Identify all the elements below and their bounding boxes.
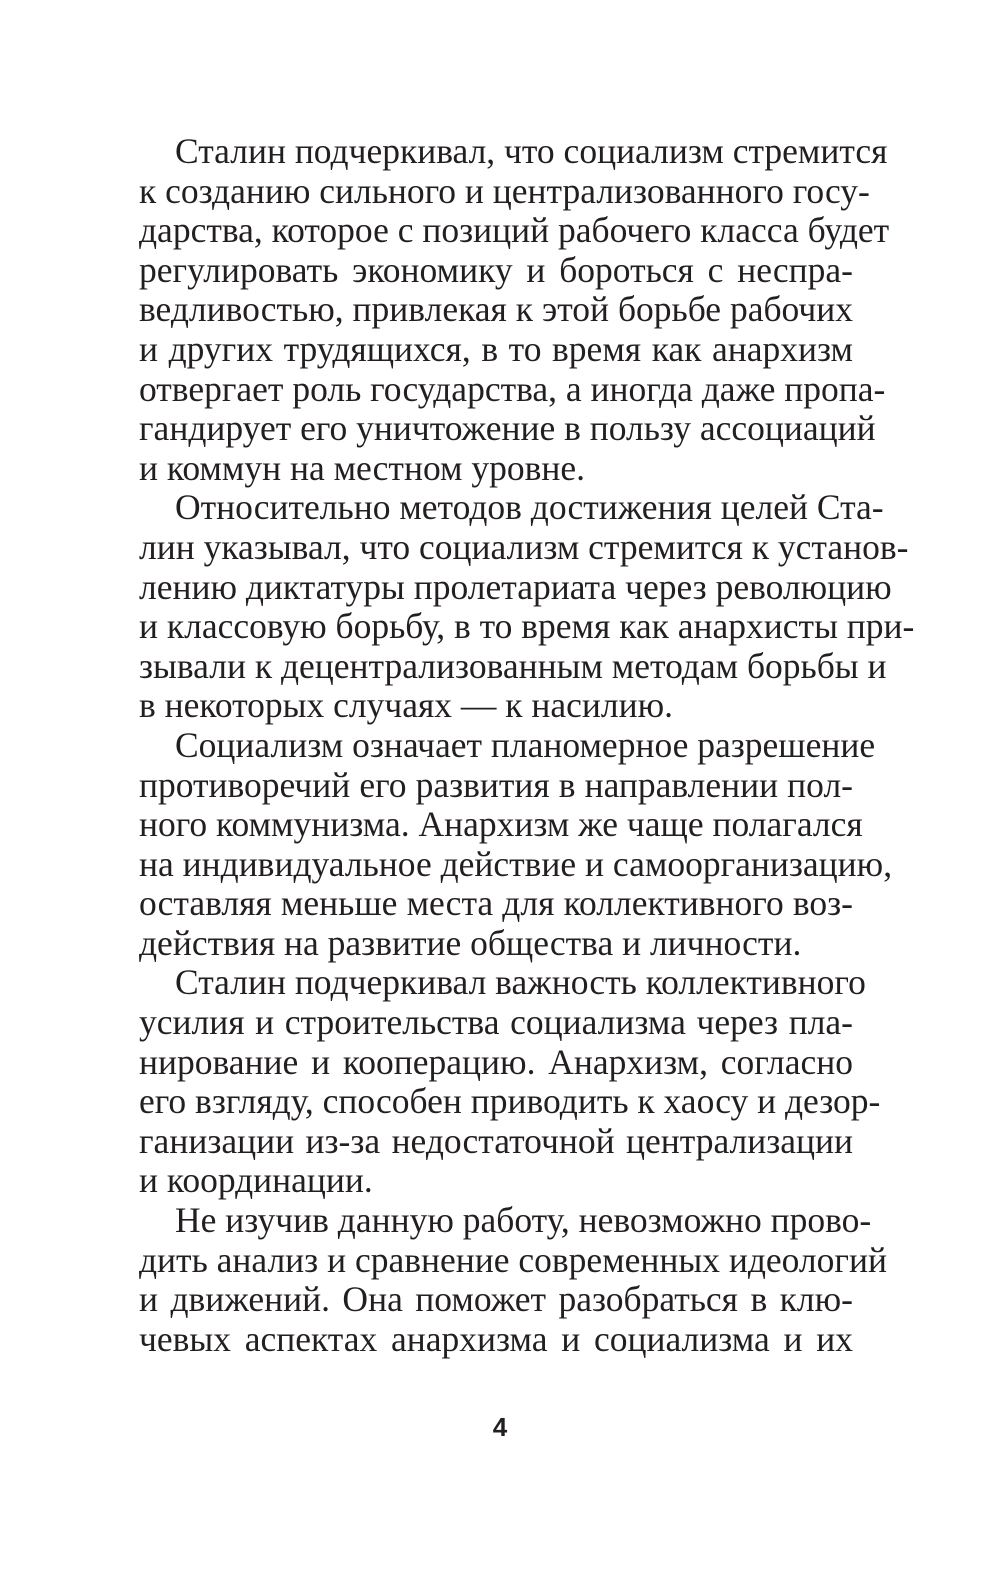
text-line: действия на развитие общества и личности. bbox=[139, 922, 802, 963]
text-line: ного коммунизма. Анархизм же чаще полагался bbox=[139, 804, 863, 845]
text-line: в некоторых случаях — к насилию. bbox=[139, 685, 674, 726]
text-line: усилия и строительства социализма через пла- bbox=[139, 1002, 853, 1043]
text-line: оставляя меньше места для коллективного воз- bbox=[139, 883, 853, 924]
text-line: зывали к децентрализованным методам борьбы и bbox=[139, 645, 887, 686]
text-line: ганизации из-за недостаточной централизации bbox=[139, 1120, 853, 1161]
text-line: нирование и кооперацию. Анархизм, согласно bbox=[139, 1041, 853, 1082]
text-line: и движений. Она поможет разобраться в клю- bbox=[139, 1279, 853, 1320]
page-number: 4 bbox=[492, 1412, 508, 1442]
text-line: лин указывал, что социализм стремится к установ- bbox=[139, 526, 909, 567]
paragraph bbox=[139, 487, 915, 726]
paragraph bbox=[139, 131, 890, 488]
paragraph bbox=[139, 962, 881, 1201]
text-line: лению диктатуры пролетариата через революцию bbox=[139, 566, 892, 607]
text-line: к созданию сильного и централизованного госу- bbox=[139, 170, 870, 211]
paragraph bbox=[139, 1200, 887, 1359]
text-line: ведливостью, привлекая к этой борьбе рабочих bbox=[139, 289, 853, 330]
paragraph bbox=[139, 724, 893, 964]
text-line: дить анализ и сравнение современных идеологий bbox=[139, 1239, 887, 1280]
text-line: Относительно методов достижения целей Ста- bbox=[175, 487, 884, 528]
text-line: на индивидуальное действие и самоорганизацию, bbox=[139, 843, 893, 884]
text-line: и классовую борьбу, в то время как анархисты при- bbox=[139, 606, 915, 647]
text-line: Сталин подчеркивал важность коллективного bbox=[175, 962, 866, 1003]
text-line: и коммун на местном уровне. bbox=[139, 447, 586, 488]
text-line: Сталин подчеркивал, что социализм стремится bbox=[175, 131, 888, 171]
text-line: регулировать экономику и бороться с неспра- bbox=[139, 249, 853, 290]
text-line: дарства, которое с позиций рабочего класса будет bbox=[139, 210, 890, 251]
text-line: противоречий его развития в направлении пол- bbox=[139, 764, 853, 805]
text-line: Социализм означает планомерное разрешение bbox=[175, 724, 876, 765]
text-line: чевых аспектах анархизма и социализма и их bbox=[139, 1318, 853, 1359]
text-line: гандирует его уничтожение в пользу ассоциаций bbox=[139, 408, 876, 449]
text-line: отвергает роль государства, а иногда даже пропа- bbox=[139, 368, 886, 409]
text-line: и координации. bbox=[139, 1160, 373, 1201]
text-line: Не изучив данную работу, невозможно прово- bbox=[175, 1200, 872, 1241]
body-text bbox=[139, 131, 915, 1359]
text-line: его взгляду, способен приводить к хаосу и дезор- bbox=[139, 1081, 881, 1122]
text-line: и других трудящихся, в то время как анархизм bbox=[139, 328, 853, 369]
